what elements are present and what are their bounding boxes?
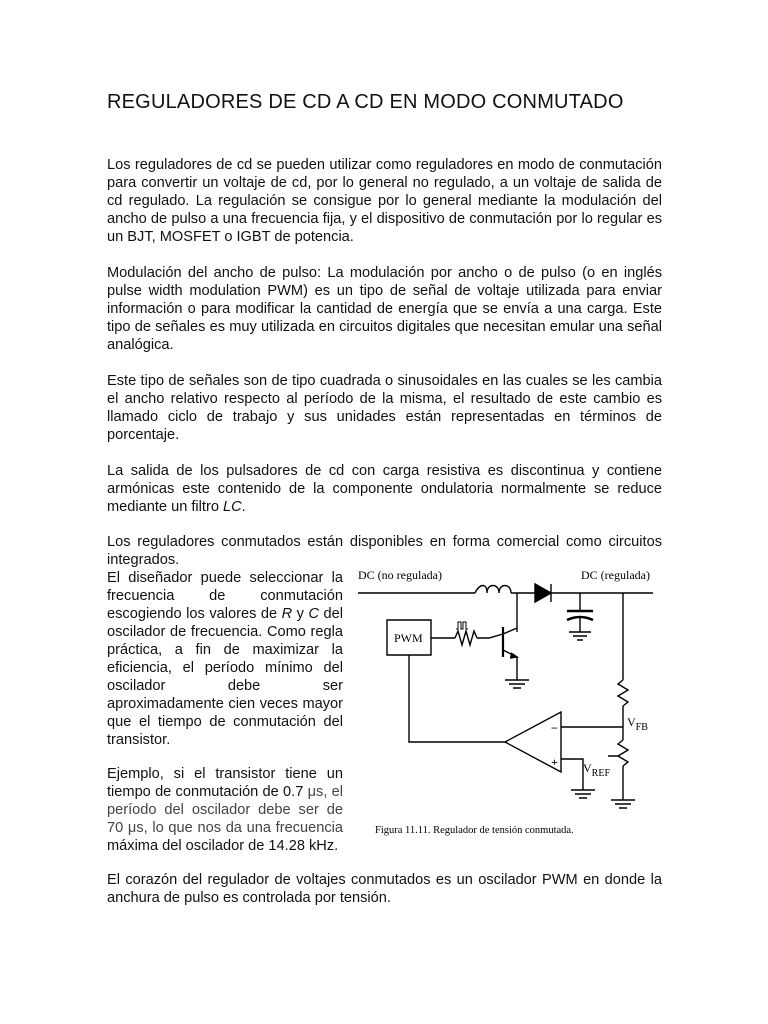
switching-regulator-circuit <box>355 562 665 847</box>
paragraph-example-text-c: máxima del oscilador de 14.28 kHz. <box>107 838 339 854</box>
paragraph-designer-text-b: del oscilador de frecuencia. Como regla práctica, a fin de maximizar la eficiencia, el período mínimo del oscilador debe ser aproximadamente cien veces mayor que el tiempo de conmutación del transistor. <box>107 606 343 748</box>
paragraph-duty-cycle: Este tipo de señales son de tipo cuadrada o sinusoidales en las cuales se les cambia el ancho relativo respecto al período de la misma, el resultado de este cambio es llamado ciclo de trabajo y sus unidades están representadas en términos de porcentaje. <box>107 373 662 443</box>
inverting-input-symbol: − <box>551 721 558 735</box>
resistor-bottom <box>608 740 628 766</box>
paragraph-pwm-definition: Modulación del ancho de pulso: La modulación por ancho o de pulso (o en inglés pulse width modulation PWM) es un tipo de señal de voltaje utilizada para enviar información o para modificar la cantidad de energía que se envía a una carga. Este tipo de señales es muy utilizada en circuitos digitales que necesitan emular una señal analógica. <box>107 265 662 353</box>
c-term: C <box>308 606 320 622</box>
paragraph-designer <box>107 569 343 749</box>
ground-divider <box>611 800 635 808</box>
paragraph-designer-text-a: El diseñador puede seleccionar la frecuencia de conmutación escogiendo los valores de <box>107 570 343 622</box>
page-title: REGULADORES DE CD A CD EN MODO CONMUTADO <box>107 91 624 113</box>
resistor-top <box>618 680 628 706</box>
paragraph-intro: Los reguladores de cd se pueden utilizar como reguladores en modo de conmutación para convertir un voltaje de cd, por lo general no regulado, a un voltaje de salida de cd regulado. La regulación se consigue por lo general mediante la modulación del ancho de pulso a una frecuencia fija, y el dispositivo de conmutación por lo regular es un BJT, MOSFET o IGBT de potencia. <box>107 157 662 245</box>
paragraph-pwm-oscillator: El corazón del regulador de voltajes conmutados es un oscilador PWM en donde la anchura de pulso es controlada por tensión. <box>107 872 662 906</box>
vref-label: $V_{REF}$ <box>583 761 611 779</box>
paragraph-example <box>107 765 343 855</box>
base-resistor <box>455 631 477 645</box>
lc-term: LC <box>223 499 242 515</box>
ground-capacitor <box>569 632 591 640</box>
pwm-label: PWM <box>394 631 423 645</box>
paragraph-example-text-b: μs, el período del oscilador debe ser de 70 μs, lo que nos da una frecuencia <box>107 784 343 836</box>
input-label: DC (no regulada) <box>358 568 442 582</box>
ground-vref <box>571 790 595 798</box>
inductor <box>475 586 511 594</box>
diode <box>535 584 551 602</box>
paragraph-designer-y: y <box>292 606 309 622</box>
vfb-label: $V_{FB}$ <box>627 715 648 733</box>
pulse-symbol <box>456 622 468 629</box>
vref-connection <box>561 759 583 790</box>
paragraph-lc-filter <box>107 462 662 516</box>
noninverting-input-symbol: + <box>551 755 558 769</box>
paragraph-lc-filter-text: La salida de los pulsadores de cd con carga resistiva es discontinua y contiene armónicas este contenido de la componente ondulatoria normalmente se reduce mediante un filtro <box>107 463 662 515</box>
paragraph-lc-filter-end: . <box>241 499 246 515</box>
ground-transistor <box>505 680 529 688</box>
figure-caption: Figura 11.11. Regulador de tensión conmutada. <box>375 825 574 836</box>
output-label: DC (regulada) <box>581 568 650 582</box>
paragraph-integrated-circuits: Los reguladores conmutados están disponibles en forma comercial como circuitos integrados. <box>107 534 662 568</box>
paragraph-example-text-a: Ejemplo, si el transistor tiene un tiempo de conmutación de 0.7 <box>107 766 343 800</box>
r-term: R <box>281 606 293 622</box>
feedback-line <box>409 655 505 742</box>
